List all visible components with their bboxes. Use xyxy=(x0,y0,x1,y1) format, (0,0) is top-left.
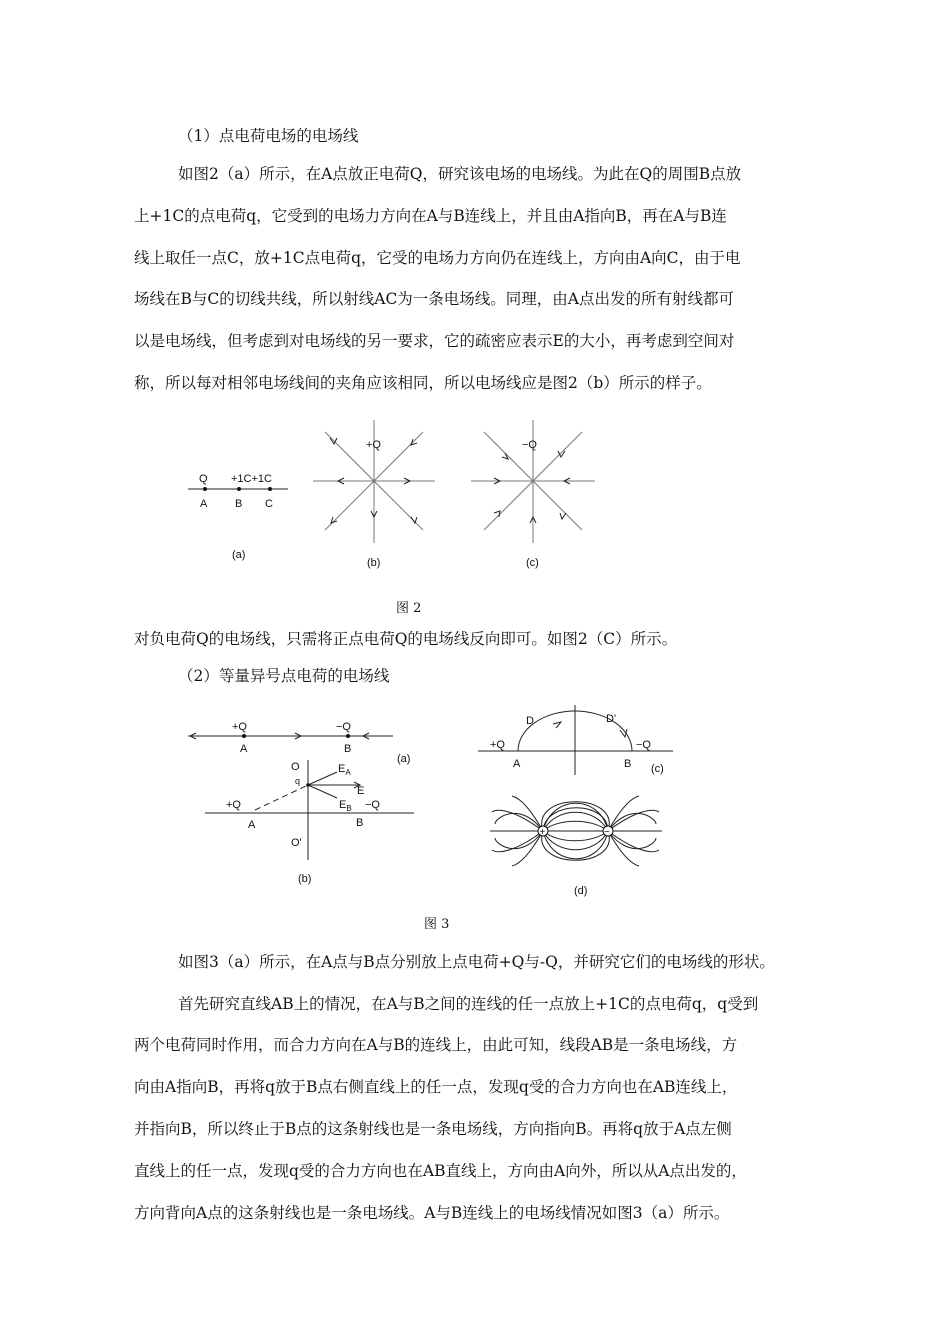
paragraph-line: 如图3（a）所示，在A点与B点分别放上点电荷+Q与-Q，并研究它们的电场线的形状。 xyxy=(178,953,775,971)
point-c-dot xyxy=(268,487,272,491)
section1-heading: （1）点电荷电场的电场线 xyxy=(178,127,359,145)
arrow-icon xyxy=(502,453,508,459)
paragraph-line: 线上取任一点C，放+1C点电荷q，它受的电场力方向仍在连线上，方向由A向C，由于电 xyxy=(134,249,741,267)
minus-q-label: −Q xyxy=(365,799,380,811)
figure-3b-tag: (b) xyxy=(298,873,312,885)
figure-2a-tag: (a) xyxy=(232,549,246,561)
figure-2-caption: 图 2 xyxy=(396,601,422,616)
point-b-label: B xyxy=(235,498,243,510)
figure-3a-tag: (a) xyxy=(397,753,411,765)
point-c-label: C xyxy=(265,498,273,510)
point-b-label: B xyxy=(624,758,632,770)
point-b-label: B xyxy=(344,743,352,755)
arrow-icon xyxy=(494,511,500,517)
positive-charge-label: +Q xyxy=(366,439,381,451)
charge-q-label: Q xyxy=(199,473,208,485)
paragraph-line: 向由A指向B，再将q放于B点右侧直线上的任一点，发现q受的合力方向也在AB连线上， xyxy=(134,1078,738,1096)
arrow-icon xyxy=(553,722,561,728)
figure-3a xyxy=(188,721,410,765)
after-figure-2-text: 对负电荷Q的电场线，只需将正点电荷Q的电场线反向即可。如图2（C）所示。 xyxy=(134,630,678,648)
negative-sign: − xyxy=(604,827,610,838)
figure-2a xyxy=(188,473,288,561)
minus-q-label: −Q xyxy=(636,739,651,751)
point-a-label: A xyxy=(513,758,521,770)
arrow-icon xyxy=(560,513,566,519)
field-e-label: E xyxy=(357,785,365,797)
point-a-label: A xyxy=(248,819,256,831)
point-b-dot xyxy=(237,487,241,491)
point-a-dot xyxy=(203,487,207,491)
figure-2b xyxy=(313,420,435,569)
section2-heading: （2）等量异号点电荷的电场线 xyxy=(178,667,390,685)
paragraph-line: 称，所以每对相邻电场线间的夹角应该相同，所以电场线应是图2（b）所示的样子。 xyxy=(134,374,712,392)
figure-2b-tag: (b) xyxy=(367,557,381,569)
field-eb-label: $E_B$ xyxy=(339,799,352,813)
plus-q-label: +Q xyxy=(490,739,505,751)
paragraph-line: 如图2（a）所示，在A点放正电荷Q，研究该电场的电场线。为此在Q的周围B点放 xyxy=(178,165,742,183)
paragraph-line: 首先研究直线AB上的情况，在A与B之间的连线的任一点放上+1C的点电荷q，q受到 xyxy=(178,995,759,1013)
paragraph-line: 并指向B，所以终止于B点的这条射线也是一条电场线，方向指向B。再将q放于A点左侧 xyxy=(134,1120,732,1138)
figure-3b xyxy=(205,760,414,885)
paragraph-line: 上+1C的点电荷q，它受到的电场力方向在A与B连线上，并且由A指向B，再在A与B连 xyxy=(134,207,727,225)
minus-q-label: −Q xyxy=(336,721,351,733)
plus-q-label: +Q xyxy=(226,799,241,811)
point-o-label: O xyxy=(291,761,300,773)
figure-3c xyxy=(478,705,673,775)
point-d-prime-label: D' xyxy=(606,713,617,725)
figure-3d-tag: (d) xyxy=(574,885,588,897)
plus-1c-labels: +1C+1C xyxy=(231,473,272,485)
plus-q-label: +Q xyxy=(232,721,247,733)
negative-charge-label: −Q xyxy=(522,439,537,451)
figure-2c xyxy=(471,420,595,569)
positive-sign: + xyxy=(539,827,546,838)
figure-3 xyxy=(0,700,950,910)
point-o-prime-label: O' xyxy=(291,837,302,849)
arrow-icon xyxy=(411,517,417,523)
paragraph-line: 以是电场线，但考虑到对电场线的另一要求，它的疏密应表示E的大小，再考虑到空间对 xyxy=(134,332,735,350)
figure-3d xyxy=(490,796,662,897)
figure-2 xyxy=(0,0,950,620)
arrow-icon xyxy=(331,517,337,523)
point-a-label: A xyxy=(240,743,248,755)
point-b-label: B xyxy=(356,817,364,829)
paragraph-line: 两个电荷同时作用，而合力方向在A与B的连线上，由此可知，线段AB是一条电场线，方 xyxy=(134,1036,738,1054)
arrow-icon xyxy=(411,439,417,445)
test-charge-label: q xyxy=(295,776,301,786)
point-d-label: D xyxy=(526,715,534,727)
figure-3-caption: 图 3 xyxy=(424,917,450,932)
figure-3c-tag: (c) xyxy=(651,763,664,775)
field-ea-label: $E_A$ xyxy=(338,763,351,777)
paragraph-line: 方向背向A点的这条射线也是一条电场线。A与B连线上的电场线情况如图3（a）所示。 xyxy=(134,1204,730,1222)
point-a-label: A xyxy=(200,498,208,510)
paragraph-line: 场线在B与C的切线共线，所以射线AC为一条电场线。同理，由A点出发的所有射线都可 xyxy=(134,290,734,308)
figure-2c-tag: (c) xyxy=(526,557,539,569)
paragraph-line: 直线上的任一点，发现q受的合力方向也在AB直线上，方向由A向外，所以从A点出发的， xyxy=(134,1162,747,1180)
